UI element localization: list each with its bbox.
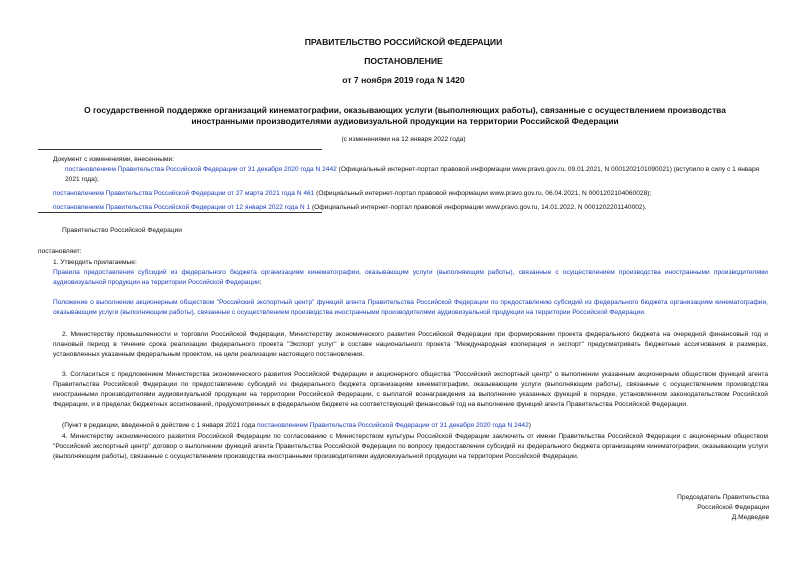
decrees-word: постановляет: [38, 248, 82, 255]
note-text: ) [528, 422, 531, 429]
amendment-text: (Официальный интернет-портал правовой информации www.pravo.gov.ru, 14.01.2022, N 0001202201140002). [310, 204, 647, 211]
paragraph-3: 3. Согласиться с предложением Министерства экономического развития Российской Федерации и акционерного общества "Российский экспортный центр" о выполнении указанным акционерным обществом функций агента Правительства Российской Федерации по предоставлению субсидий из федерального бюджета организациям кинематографии, оказывающим услуги (выполняющим работы), связанные с осуществлением производства иностранными производителями аудиовизуальной продукции на территории Российской Федерации, с выплатой вознаграждения за выполнение указанных функций в порядке, установленном законодательством Российской Федерации, и в пределах бюджетных ассигнований, предусмотренных в федеральном бюджете на соответствующий финансовый год на выполнение функций агента Правительства Российской Федерации. [53, 371, 768, 408]
document-type: ПОСТАНОВЛЕНИЕ [364, 56, 443, 66]
rules-link[interactable]: Правила предоставления субсидий из федерального бюджета организациям кинематографии, оказывающим услуги (выполняющим работы), связанные с осуществлением производства иностранными производителями аудиовизуальной продукции на территории Российской Федерации [53, 269, 768, 286]
signature-org: Российской Федерации [697, 504, 769, 511]
paragraph-4: 4. Министерству экономического развития Российской Федерации по согласованию с Министерством культуры Российской Федерации заключить от имени Правительства Российской Федерации с акционерным обществом "Российский экспортный центр" договор о выполнении функций агента Правительства Российской Федерации по вопросу предоставления субсидий из федерального бюджета организациям кинематографии, оказывающим услуги (выполняющим работы), связанные с осуществлением производства иностранными производителями аудиовизуальной продукции на территории Российской Федерации. [53, 433, 768, 460]
signature-block [677, 493, 769, 523]
note-link-2442[interactable]: постановлением Правительства Российской Федерации от 31 декабря 2020 года N 2442 [256, 422, 529, 429]
note-text: (Пункт в редакции, введенной в действие с 1 января 2021 года [62, 422, 257, 429]
regulation-link[interactable]: Положение о выполнении акционерным обществом "Российский экспортный центр" функций агента Правительства Российской Федерации по предоставлению субсидий из федерального бюджета организациям кинематографии, оказывающим услуги (выполняющим работы), связанные с осуществлением производства иностранными производителями аудиовизуальной продукции на территории Российской Федерации [53, 299, 768, 316]
amendment-item [53, 165, 768, 185]
signature-name: Д.Медведев [731, 514, 769, 521]
punctuation: . [643, 309, 646, 316]
paragraph-3-note [62, 421, 768, 431]
punctuation: ; [259, 279, 262, 286]
amendment-link-1[interactable]: постановлением Правительства Российской Федерации от 12 января 2022 года N 1 [53, 204, 311, 211]
amendment-text: (Официальный интернет-портал правовой информации www.pravo.gov.ru, 09.01.2021, N 0001202101090021) (вступило в силу с 1 января 2021 года); [65, 166, 760, 183]
divider-bottom [38, 212, 322, 213]
amendments-intro: Документ с изменениями, внесенными: [53, 156, 175, 163]
issuer: Правительство Российской Федерации [62, 227, 182, 234]
paragraph-1-item-regulation [53, 298, 768, 318]
amendment-link-461[interactable]: постановлением Правительства Российской Федерации от 27 марта 2021 года N 461 [53, 190, 315, 197]
date-and-number: от 7 ноября 2019 года N 1420 [342, 75, 465, 85]
government-title: ПРАВИТЕЛЬСТВО РОССИЙСКОЙ ФЕДЕРАЦИИ [304, 37, 503, 47]
document-subject: О государственной поддержке организаций кинематографии, оказывающих услуги (выполняющих работы), связанные с осуществлением производства иностранными производителями аудиовизуальной продукции на территории Российской Федерации [84, 105, 726, 126]
paragraph-1-item-rules [53, 268, 768, 288]
signature-title: Председатель Правительства [677, 494, 769, 501]
divider-top [38, 149, 322, 150]
paragraph-2: 2. Министерству промышленности и торговли Российской Федерации, Министерству экономического развития Российской Федерации при формировании проекта федерального бюджета на очередной финансовый год и плановый период в течение срока реализации федерального проекта "Экспорт услуг" в составе национального проекта "Международная кооперация и экспорт" предусматривать бюджетные ассигнования в размерах, установленных указанным федеральным проектом, на цели реализации настоящего постановления. [53, 331, 768, 358]
paragraph-1: 1. Утвердить прилагаемые: [53, 259, 137, 266]
amendment-item [53, 189, 768, 199]
amendments-block [53, 155, 768, 213]
amendment-text: (Официальный интернет-портал правовой информации www.pravo.gov.ru, 06.04.2021, N 0001202104060028); [314, 190, 652, 197]
amendment-link-2442[interactable]: постановлением Правительства Российской Федерации от 31 декабря 2020 года N 2442 [65, 166, 337, 173]
changes-note: (с изменениями на 12 января 2022 года) [341, 136, 466, 143]
